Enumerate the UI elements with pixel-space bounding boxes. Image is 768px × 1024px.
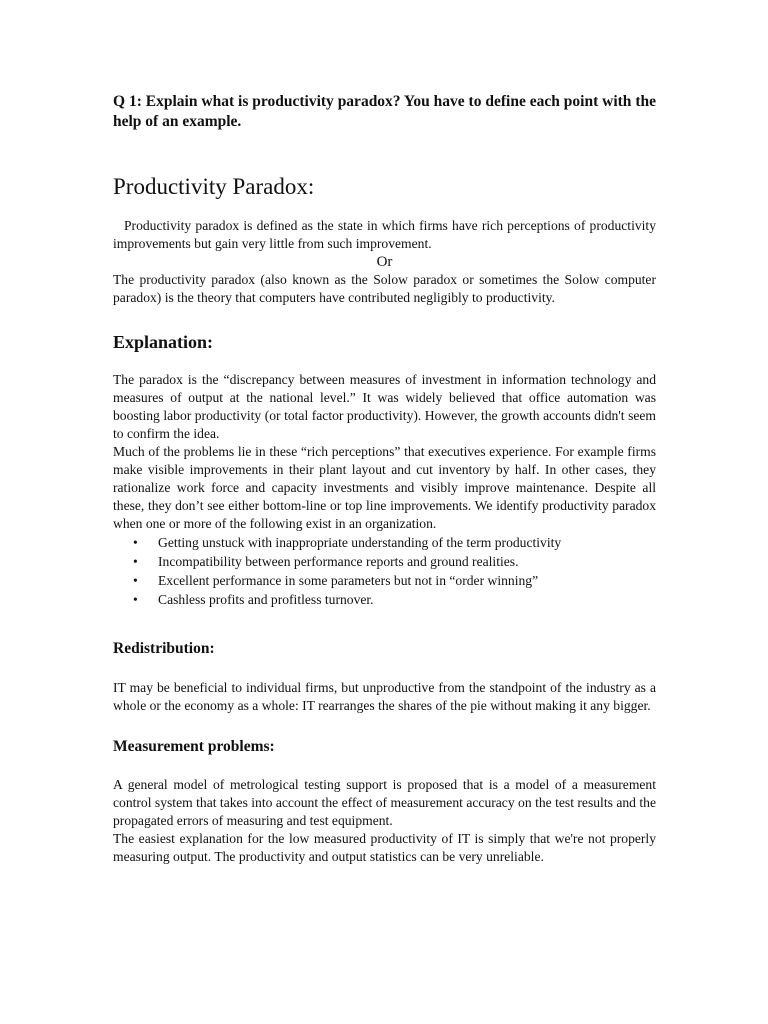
measurement-paragraph-2: The easiest explanation for the low measured productivity of IT is simply that we're not properly measuring output. The productivity and output statistics can be very unreliable. bbox=[113, 831, 656, 864]
or-separator: Or bbox=[376, 254, 393, 270]
section-heading-redistribution: Redistribution: bbox=[113, 640, 215, 657]
redistribution-paragraph: IT may be beneficial to individual firms, but unproductive from the standpoint of the industry as a whole or the economy as a whole: IT rearranges the shares of the pie without making it any bigger. bbox=[113, 680, 656, 713]
list-item-text: Incompatibility between performance reports and ground realities. bbox=[158, 554, 519, 569]
section-heading-measurement-problems: Measurement problems: bbox=[113, 738, 275, 755]
document-page bbox=[113, 92, 656, 866]
explanation-paragraph-1: The paradox is the “discrepancy between measures of investment in information technology and measures of output at the national level.” It was widely believed that office automation was boosting labor productivity (or total factor productivity). However, the growth accounts didn't seem to confirm the idea. bbox=[113, 372, 656, 441]
definition-paragraph-1: Productivity paradox is defined as the state in which firms have rich perceptions of productivity improvements but gain very little from such improvement. bbox=[113, 218, 656, 251]
explanation-paragraph-2: Much of the problems lie in these “rich perceptions” that executives experience. For example firms make visible improvements in their plant layout and cut inventory by half. In other cases, they rationalize work force and capacity investments and visibly improve maintenance. Despite all these, they don’t see either bottom-line or top line improvements. We identify productivity paradox when one or more of the following exist in an organization. bbox=[113, 444, 656, 531]
section-heading-productivity-paradox: Productivity Paradox: bbox=[113, 174, 315, 199]
measurement-paragraph-1: A general model of metrological testing support is proposed that is a model of a measurement control system that takes into account the effect of measurement accuracy on the test results and the propagated errors of measuring and test equipment. bbox=[113, 777, 656, 828]
list-item-text: Getting unstuck with inappropriate understanding of the term productivity bbox=[158, 535, 562, 550]
list-item bbox=[133, 552, 656, 571]
bullet-icon: • bbox=[133, 535, 138, 550]
section-heading-explanation: Explanation: bbox=[113, 332, 214, 352]
explanation-body bbox=[113, 371, 656, 609]
paradox-indicator-list bbox=[113, 533, 656, 609]
bullet-icon: • bbox=[133, 592, 138, 607]
list-item bbox=[133, 571, 656, 590]
question-title: Q 1: Explain what is productivity paradox? You have to define each point with the help of an example. bbox=[113, 93, 656, 130]
bullet-icon: • bbox=[133, 554, 138, 569]
list-item bbox=[133, 533, 656, 552]
bullet-icon: • bbox=[133, 573, 138, 588]
definition-paragraph-2: The productivity paradox (also known as the Solow paradox or sometimes the Solow computer paradox) is the theory that computers have contributed negligibly to productivity. bbox=[113, 272, 656, 305]
list-item-text: Excellent performance in some parameters but not in “order winning” bbox=[158, 573, 539, 588]
list-item-text: Cashless profits and profitless turnover. bbox=[158, 592, 374, 607]
measurement-body bbox=[113, 776, 656, 866]
list-item bbox=[133, 590, 656, 609]
